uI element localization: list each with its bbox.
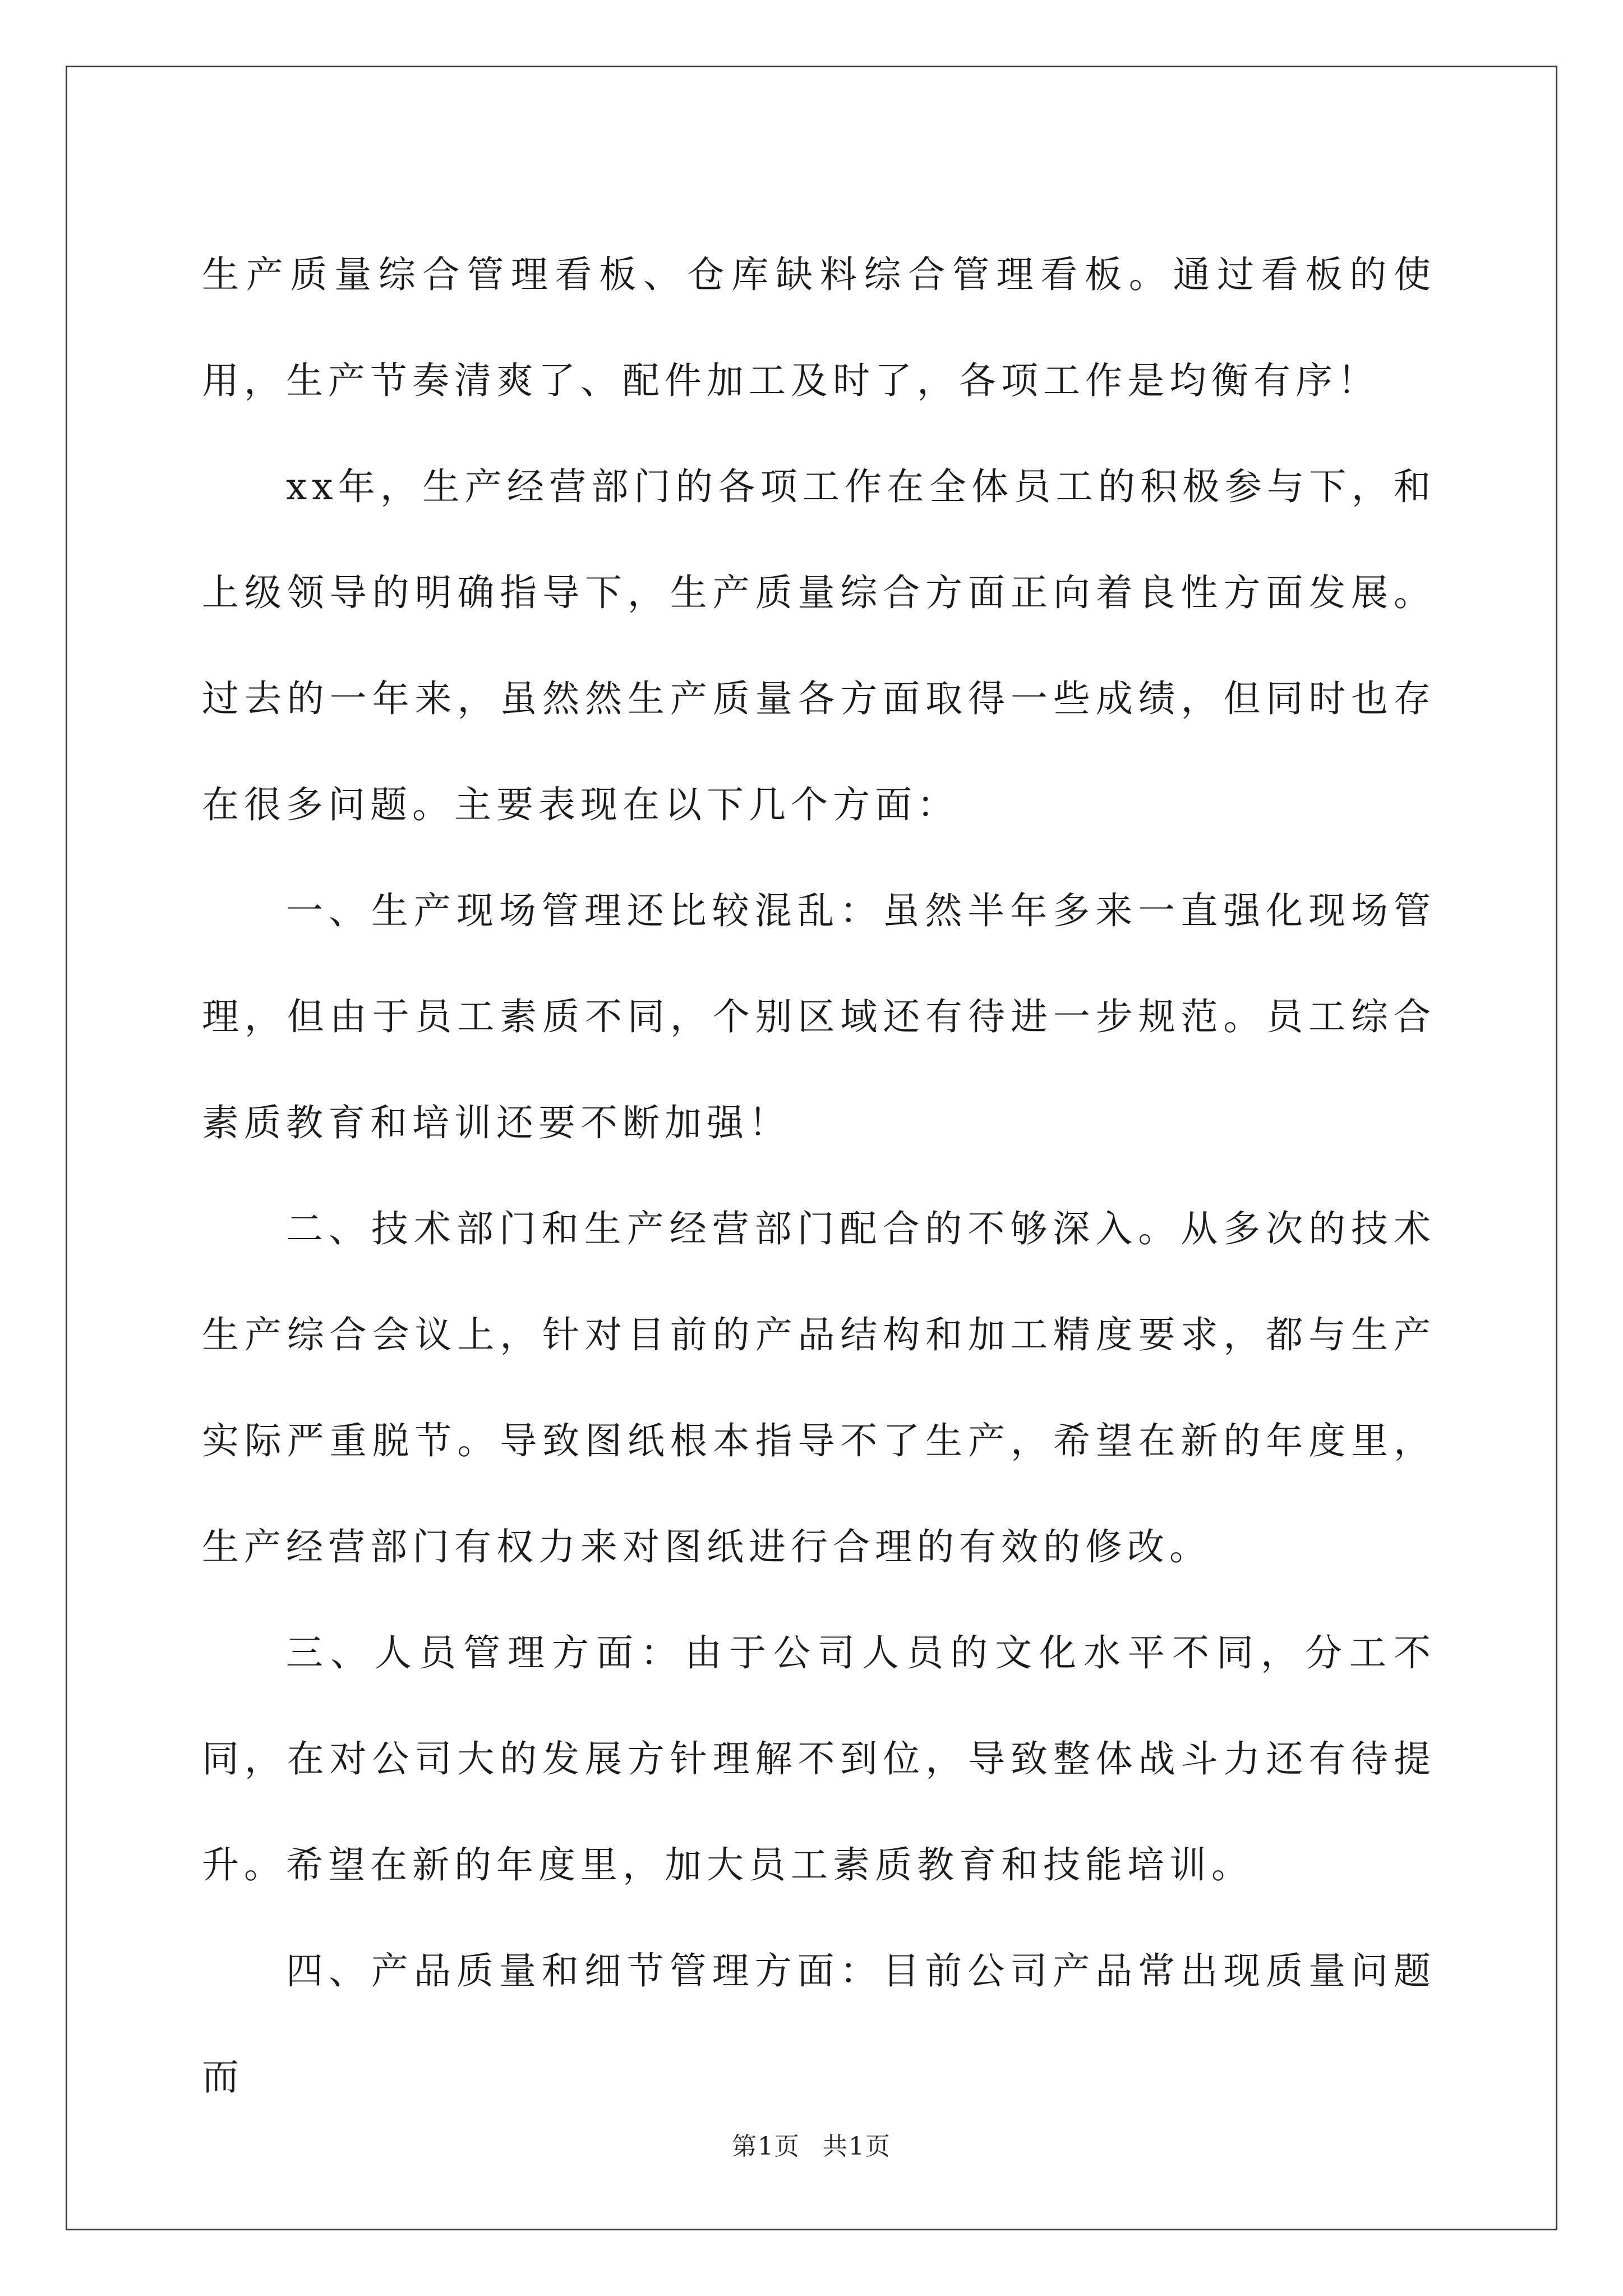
page-total: 共1页 (823, 2132, 891, 2161)
page-footer (0, 2126, 1623, 2162)
paragraph-3: 一、生产现场管理还比较混乱：虽然半年多来一直强化现场管理，但由于员工素质不同，个别区域还有待进一步规范。员工综合素质教育和培训还要不断加强！ (202, 889, 1436, 1144)
paragraph-4: 二、技术部门和生产经营部门配合的不够深入。从多次的技术生产综合会议上，针对目前的产品结构和加工精度要求，都与生产实际严重脱节。导致图纸根本指导不了生产，希望在新的年度里，生产经营部门有权力来对图纸进行合理的有效的修改。 (202, 1207, 1436, 1568)
paragraph-5: 三、人员管理方面：由于公司人员的文化水平不同，分工不同，在对公司大的发展方针理解不到位，导致整体战斗力还有待提升。希望在新的年度里，加大员工素质教育和技能培训。 (202, 1631, 1436, 1887)
paragraph-6: 四、产品质量和细节管理方面：目前公司产品常出现质量问题而 (202, 1949, 1436, 2099)
paragraph-1: 生产质量综合管理看板、仓库缺料综合管理看板。通过看板的使用，生产节奏清爽了、配件加工及时了，各项工作是均衡有序！ (202, 253, 1436, 402)
paragraph-2: xx年，生产经营部门的各项工作在全体员工的积极参与下，和上级领导的明确指导下，生产质量综合方面正向着良性方面发展。过去的一年来，虽然然生产质量各方面取得一些成绩，但同时也存在很多问题。主要表现在以下几个方面： (202, 465, 1436, 826)
page-number: 第1页 (732, 2132, 800, 2161)
document-body (202, 222, 1436, 2130)
